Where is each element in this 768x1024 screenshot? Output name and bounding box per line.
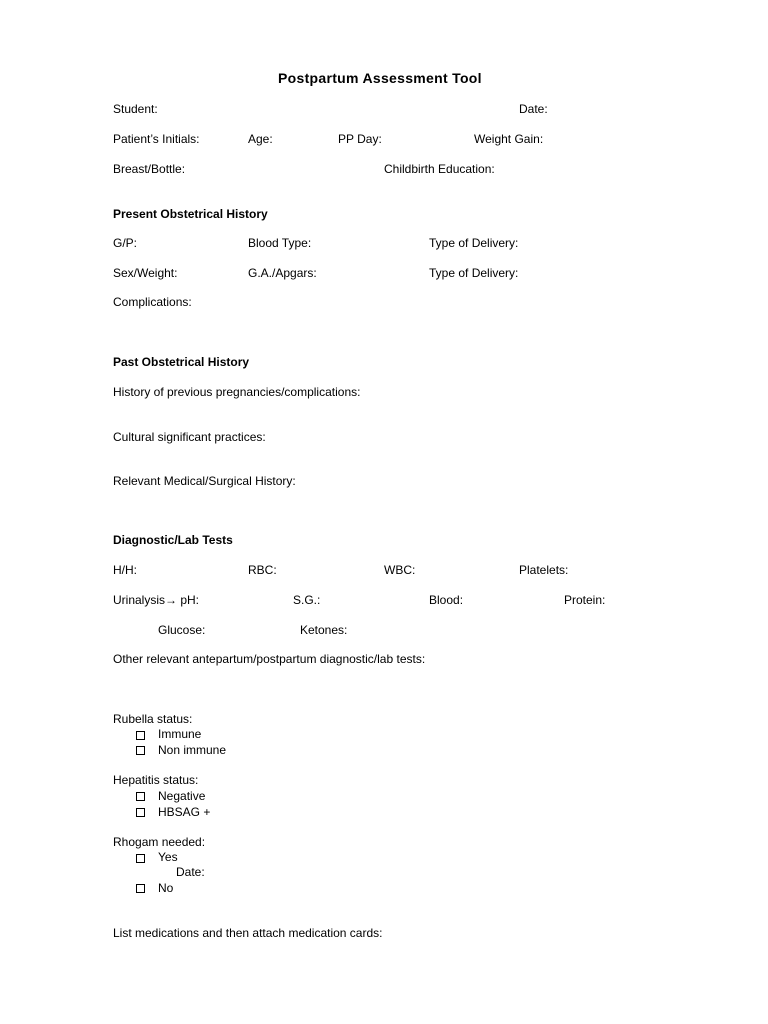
blood-label: Blood: [429,593,464,607]
pp-day-label: PP Day: [338,132,382,146]
platelets-label: Platelets: [519,563,569,577]
type-of-delivery-label-2: Type of Delivery: [429,266,519,280]
ga-apgars-label: G.A./Apgars: [248,266,317,280]
negative-option-label: Negative [158,789,206,803]
rhogam-date-label: Date: [176,865,205,879]
hepatitis-label: Hepatitis status: [113,773,199,787]
past-history-heading: Past Obstetrical History [113,355,250,369]
immune-checkbox[interactable] [136,731,145,740]
medications-label: List medications and then attach medication cards: [113,926,383,940]
complications-label: Complications: [113,295,192,309]
student-label: Student: [113,102,158,116]
present-history-heading: Present Obstetrical History [113,207,268,221]
yes-checkbox[interactable] [136,854,145,863]
immune-option-label: Immune [158,727,202,741]
hbsag-option-label: HBSAG + [158,805,211,819]
ketones-label: Ketones: [300,623,348,637]
yes-option-label: Yes [158,850,178,864]
rhogam-label: Rhogam needed: [113,835,206,849]
rbc-label: RBC: [248,563,277,577]
childbirth-education-label: Childbirth Education: [384,162,495,176]
protein-label: Protein: [564,593,606,607]
medical-surgical-label: Relevant Medical/Surgical History: [113,474,296,488]
no-option-label: No [158,881,174,895]
patient-initials-label: Patient’s Initials: [113,132,200,146]
hbsag-checkbox[interactable] [136,808,145,817]
no-checkbox[interactable] [136,884,145,893]
date-label: Date: [519,102,548,116]
gp-label: G/P: [113,236,138,250]
negative-checkbox[interactable] [136,792,145,801]
hh-label: H/H: [113,563,137,577]
sex-weight-label: Sex/Weight: [113,266,178,280]
type-of-delivery-label-1: Type of Delivery: [429,236,519,250]
blood-type-label: Blood Type: [248,236,312,250]
non-immune-option-label: Non immune [158,743,227,757]
weight-gain-label: Weight Gain: [474,132,544,146]
breast-bottle-label: Breast/Bottle: [113,162,186,176]
glucose-label: Glucose: [158,623,206,637]
page-title: Postpartum Assessment Tool [278,70,482,86]
cultural-practices-label: Cultural significant practices: [113,430,266,444]
sg-label: S.G.: [293,593,321,607]
other-tests-label: Other relevant antepartum/postpartum diagnostic/lab tests: [113,652,426,666]
wbc-label: WBC: [384,563,416,577]
previous-pregnancies-label: History of previous pregnancies/complications: [113,385,361,399]
urinalysis-label: Urinalysis→ pH: [113,593,200,607]
non-immune-checkbox[interactable] [136,746,145,755]
lab-tests-heading: Diagnostic/Lab Tests [113,533,233,547]
age-label: Age: [248,132,273,146]
rubella-label: Rubella status: [113,712,193,726]
